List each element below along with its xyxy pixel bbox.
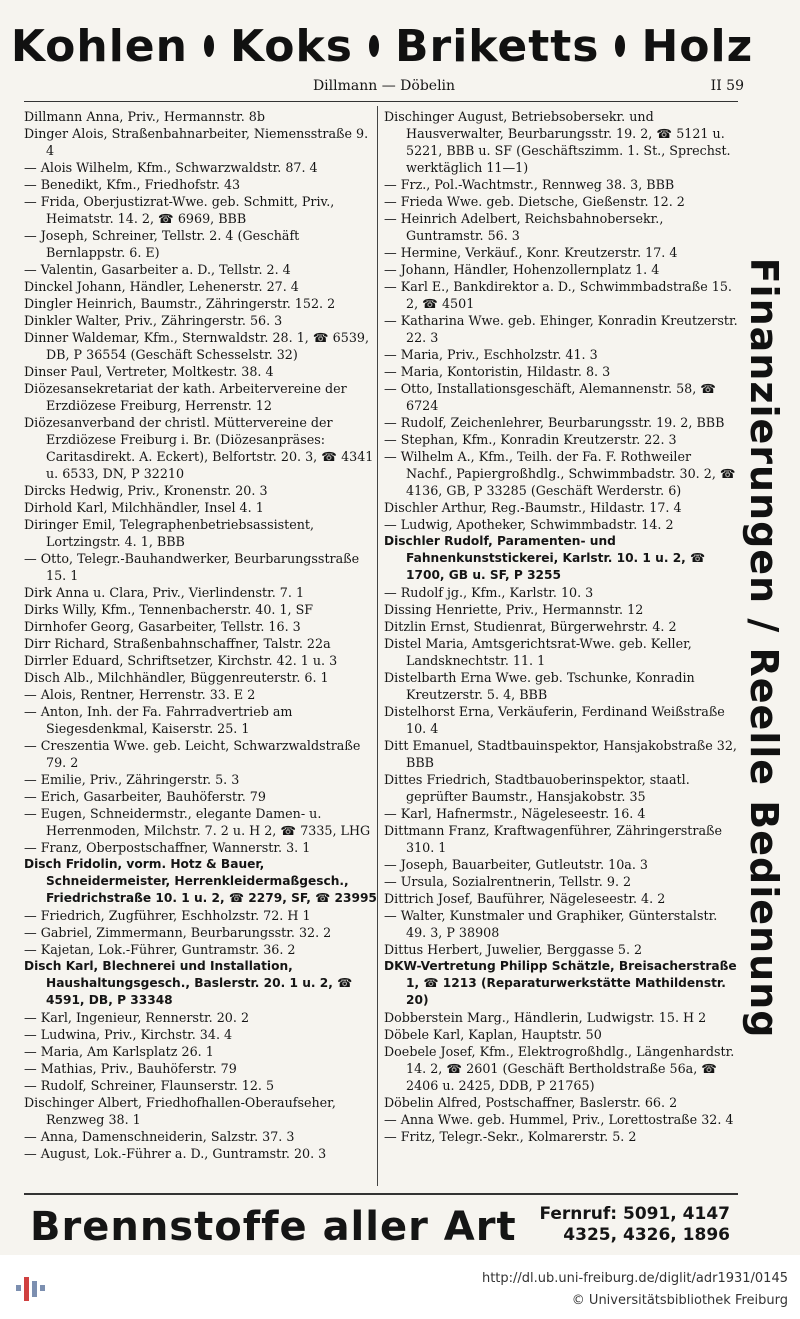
directory-entry: — Fritz, Telegr.-Sekr., Kolmarerstr. 5. 2 (384, 1129, 637, 1144)
bottom-banner-text: Brennstoffe aller Art (30, 1204, 517, 1250)
column-divider (377, 106, 378, 1186)
banner-word-holz: Holz (641, 20, 754, 72)
top-advertisement-banner (10, 18, 754, 74)
directory-entry: — Wilhelm A., Kfm., Teilh. der Fa. F. Rothweiler Nachf., Papiergroßhdlg., Schwimmbadstr. 30. 2, ☎ 4136, GB, P 33285 (Geschäft Werderstr. 6) (384, 449, 736, 498)
directory-entry: Dittmann Franz, Kraftwagenführer, Zähringerstraße 310. 1 (384, 823, 722, 855)
directory-entry: — Ludwig, Apotheker, Schwimmbadstr. 14. 2 (384, 517, 674, 532)
directory-entry: — Anna, Damenschneiderin, Salzstr. 37. 3 (24, 1129, 295, 1144)
directory-entry: — Kajetan, Lok.-Führer, Guntramstr. 36. 2 (24, 942, 296, 957)
directory-entry: Dittus Herbert, Juwelier, Berggasse 5. 2 (384, 942, 643, 957)
directory-entry: — Stephan, Kfm., Konradin Kreutzerstr. 22. 3 (384, 432, 677, 447)
directory-entry: — Joseph, Schreiner, Tellstr. 2. 4 (Geschäft Bernlappstr. 6. E) (24, 228, 300, 260)
phone-line-2: 4325, 4326, 1896 (563, 1225, 730, 1245)
directory-entry: — Ludwina, Priv., Kirchstr. 34. 4 (24, 1027, 233, 1042)
directory-entry: Döbele Karl, Kaplan, Hauptstr. 50 (384, 1027, 602, 1042)
circle-separator-icon (615, 35, 625, 57)
directory-entry: Dirhold Karl, Milchhändler, Insel 4. 1 (24, 500, 264, 515)
directory-entry: — Eugen, Schneidermstr., elegante Damen- u. Herrenmoden, Milchstr. 7. 2 u. H 2, ☎ 7335, LHG (24, 806, 371, 838)
directory-entry: — Katharina Wwe. geb. Ehinger, Konradin Kreutzerstr. 22. 3 (384, 313, 738, 345)
directory-entry: — Johann, Händler, Hohenzollernplatz 1. 4 (384, 262, 660, 277)
directory-entry: — August, Lok.-Führer a. D., Guntramstr. 20. 3 (24, 1146, 327, 1161)
banner-word-kohlen: Kohlen (10, 20, 188, 72)
directory-entry: — Rudolf jg., Kfm., Karlstr. 10. 3 (384, 585, 594, 600)
circle-separator-icon (369, 35, 379, 57)
directory-entry: Dinner Waldemar, Kfm., Sternwaldstr. 28. 1, ☎ 6539, DB, P 36554 (Geschäft Schesselstr. 32) (24, 330, 369, 362)
directory-entry: Dinser Paul, Vertreter, Moltkestr. 38. 4 (24, 364, 274, 379)
permalink-url[interactable]: http://dl.ub.uni-freiburg.de/diglit/adr1931/0145 (481, 1271, 788, 1286)
directory-entry: — Karl, Ingenieur, Rennerstr. 20. 2 (24, 1010, 250, 1025)
library-footer (0, 1255, 800, 1319)
directory-entry: — Anna Wwe. geb. Hummel, Priv., Lorettostraße 32. 4 (384, 1112, 734, 1127)
directory-entry: — Rudolf, Schreiner, Flaunserstr. 12. 5 (24, 1078, 275, 1093)
directory-entry: — Creszentia Wwe. geb. Leicht, Schwarzwaldstraße 79. 2 (24, 738, 361, 770)
directory-entry: Dirks Willy, Kfm., Tennenbacherstr. 40. 1, SF (24, 602, 314, 617)
directory-entry: Dinger Alois, Straßenbahnarbeiter, Niemensstraße 9. 4 (24, 126, 369, 158)
bottom-rule (24, 1193, 738, 1195)
directory-entry: — Rudolf, Zeichenlehrer, Beurbarungsstr. 19. 2, BBB (384, 415, 725, 430)
directory-entry: Dillmann Anna, Priv., Hermannstr. 8b (24, 109, 265, 124)
directory-entry: — Frz., Pol.-Wachtmstr., Rennweg 38. 3, BBB (384, 177, 675, 192)
header-rule (24, 101, 738, 102)
directory-entry: Dittes Friedrich, Stadtbauoberinspektor, staatl. geprüfter Baumstr., Hansjakobstr. 35 (384, 772, 690, 804)
directory-entry: Dischler Rudolf, Paramenten- und Fahnenkunststickerei, Karlstr. 10. 1 u. 2, ☎ 1700, GB u. SF, P 3255 (384, 534, 706, 582)
directory-entry: — Valentin, Gasarbeiter a. D., Tellstr. 2. 4 (24, 262, 291, 277)
directory-entry: DKW-Vertretung Philipp Schätzle, Breisacherstraße 1, ☎ 1213 (Reparaturwerkstätte Mathildenstr. 20) (384, 959, 737, 1007)
directory-entry: — Friedrich, Zugführer, Eschholzstr. 72. H 1 (24, 908, 311, 923)
directory-entry: — Mathias, Priv., Bauhöferstr. 79 (24, 1061, 237, 1076)
directory-entry: — Karl E., Bankdirektor a. D., Schwimmbadstraße 15. 2, ☎ 4501 (384, 279, 732, 311)
directory-entry: Dirk Anna u. Clara, Priv., Vierlindenstr. 7. 1 (24, 585, 305, 600)
directory-entry: — Walter, Kunstmaler und Graphiker, Günterstalstr. 49. 3, P 38908 (384, 908, 718, 940)
side-advertisement (734, 108, 794, 1188)
directory-entry: — Karl, Hafnermstr., Nägeleseestr. 16. 4 (384, 806, 646, 821)
directory-entry: Dirnhofer Georg, Gasarbeiter, Tellstr. 16. 3 (24, 619, 301, 634)
directory-entry: — Frida, Oberjustizrat-Wwe. geb. Schmitt, Priv., Heimatstr. 14. 2, ☎ 6969, BBB (24, 194, 335, 226)
directory-entry: — Gabriel, Zimmermann, Beurbarungsstr. 32. 2 (24, 925, 332, 940)
directory-entry: Diözesanverband der christl. Müttervereine der Erzdiözese Freiburg i. Br. (Diözesanpräses: Caritasdirekt. A. Eckert), Belfortstr. 20. 3, ☎ 4341 u. 6533, DN, P 32210 (24, 415, 374, 481)
directory-entry: — Heinrich Adelbert, Reichsbahnobersekr., Guntramstr. 56. 3 (384, 211, 664, 243)
directory-entry: — Erich, Gasarbeiter, Bauhöferstr. 79 (24, 789, 266, 804)
directory-entry: — Benedikt, Kfm., Friedhofstr. 43 (24, 177, 241, 192)
directory-entry: — Otto, Installationsgeschäft, Alemannenstr. 58, ☎ 6724 (384, 381, 717, 413)
phone-line-1: Fernruf: 5091, 4147 (539, 1204, 730, 1224)
directory-entry: Dittrich Josef, Bauführer, Nägeleseestr. 4. 2 (384, 891, 666, 906)
directory-entry: — Joseph, Bauarbeiter, Gutleutstr. 10a. 3 (384, 857, 648, 872)
directory-entry: Dischler Arthur, Reg.-Baumstr., Hildastr. 17. 4 (384, 500, 682, 515)
directory-entry: — Otto, Telegr.-Bauhandwerker, Beurbarungsstraße 15. 1 (24, 551, 360, 583)
bottom-banner-phone (539, 1204, 730, 1246)
directory-entry: — Anton, Inh. der Fa. Fahrradvertrieb am Siegesdenkmal, Kaiserstr. 25. 1 (24, 704, 293, 736)
directory-entry: Dinckel Johann, Händler, Lehenerstr. 27. 4 (24, 279, 299, 294)
directory-entry: Dircks Hedwig, Priv., Kronenstr. 20. 3 (24, 483, 268, 498)
page-number: II 59 (710, 78, 744, 94)
directory-entry: Ditt Emanuel, Stadtbauinspektor, Hansjakobstraße 32, BBB (384, 738, 737, 770)
directory-entry: Dischinger August, Betriebsobersekr. und Hausverwalter, Beurbarungsstr. 19. 2, ☎ 5121 u. 5221, BBB u. SF (Geschäftszimm. 1. St., Sprechst. werktäglich 11—1) (384, 109, 731, 175)
directory-entry: — Franz, Oberpostschaffner, Wannerstr. 3. 1 (24, 840, 311, 855)
left-directory-column (24, 108, 380, 1162)
directory-entry: — Maria, Priv., Eschholzstr. 41. 3 (384, 347, 598, 362)
directory-entry: Dirrler Eduard, Schriftsetzer, Kirchstr. 42. 1 u. 3 (24, 653, 338, 668)
directory-entry: Diözesansekretariat der kath. Arbeitervereine der Erzdiözese Freiburg, Herrenstr. 12 (24, 381, 347, 413)
directory-entry: — Ursula, Sozialrentnerin, Tellstr. 9. 2 (384, 874, 632, 889)
directory-entry: Döbelin Alfred, Postschaffner, Baslerstr. 66. 2 (384, 1095, 678, 1110)
copyright-notice: © Universitätsbibliothek Freiburg (571, 1293, 788, 1308)
directory-entry: Dissing Henriette, Priv., Hermannstr. 12 (384, 602, 644, 617)
directory-entry: Dobberstein Marg., Händlerin, Ludwigstr. 15. H 2 (384, 1010, 707, 1025)
directory-entry: Dinkler Walter, Priv., Zähringerstr. 56. 3 (24, 313, 283, 328)
library-logo-icon (14, 1271, 50, 1307)
side-advertisement-text: Finanzierungen / Reelle Bedienung (742, 257, 786, 1039)
bottom-advertisement-banner (26, 1202, 738, 1252)
running-head (24, 78, 744, 100)
directory-entry: Ditzlin Ernst, Studienrat, Bürgerwehrstr. 4. 2 (384, 619, 677, 634)
directory-entry: Diringer Emil, Telegraphenbetriebsassistent, Lortzingstr. 4. 1, BBB (24, 517, 315, 549)
directory-entry: — Alois, Rentner, Herrenstr. 33. E 2 (24, 687, 256, 702)
directory-entry: Distel Maria, Amtsgerichtsrat-Wwe. geb. Keller, Landsknechtstr. 11. 1 (384, 636, 692, 668)
directory-entry: Disch Karl, Blechnerei und Installation, Haushaltungsgesch., Baslerstr. 20. 1 u. 2, ☎ 4591, DB, P 33348 (24, 959, 353, 1007)
banner-word-briketts: Briketts (394, 20, 600, 72)
directory-entry: Disch Fridolin, vorm. Hotz & Bauer, Schneidermeister, Herrenkleidermaßgesch., Friedrichstraße 10. 1 u. 2, ☎ 2279, SF, ☎ 23995 (24, 857, 377, 905)
directory-entry: — Alois Wilhelm, Kfm., Schwarzwaldstr. 87. 4 (24, 160, 318, 175)
directory-entry: Distelbarth Erna Wwe. geb. Tschunke, Konradin Kreutzerstr. 5. 4, BBB (384, 670, 695, 702)
banner-word-koks: Koks (229, 20, 353, 72)
directory-entry: — Hermine, Verkäuf., Konr. Kreutzerstr. 17. 4 (384, 245, 678, 260)
running-head-title: Dillmann — Döbelin (312, 78, 456, 94)
circle-separator-icon (204, 35, 214, 57)
directory-entry: Dischinger Albert, Friedhofhallen-Oberaufseher, Renzweg 38. 1 (24, 1095, 336, 1127)
directory-entry: — Maria, Kontoristin, Hildastr. 8. 3 (384, 364, 611, 379)
directory-entry: Distelhorst Erna, Verkäuferin, Ferdinand Weißstraße 10. 4 (384, 704, 725, 736)
directory-entry: — Frieda Wwe. geb. Dietsche, Gießenstr. 12. 2 (384, 194, 685, 209)
directory-entry: — Emilie, Priv., Zähringerstr. 5. 3 (24, 772, 240, 787)
directory-entry: Dirr Richard, Straßenbahnschaffner, Talstr. 22a (24, 636, 331, 651)
directory-entry: — Maria, Am Karlsplatz 26. 1 (24, 1044, 214, 1059)
directory-entry: Dingler Heinrich, Baumstr., Zähringerstr. 152. 2 (24, 296, 336, 311)
right-directory-column (384, 108, 740, 1145)
directory-entry: Disch Alb., Milchhändler, Büggenreuterstr. 6. 1 (24, 670, 329, 685)
directory-entry: Doebele Josef, Kfm., Elektrogroßhdlg., Längenhardstr. 14. 2, ☎ 2601 (Geschäft Bertholdstraße 56a, ☎ 2406 u. 2425, DDB, P 21765) (384, 1044, 735, 1093)
